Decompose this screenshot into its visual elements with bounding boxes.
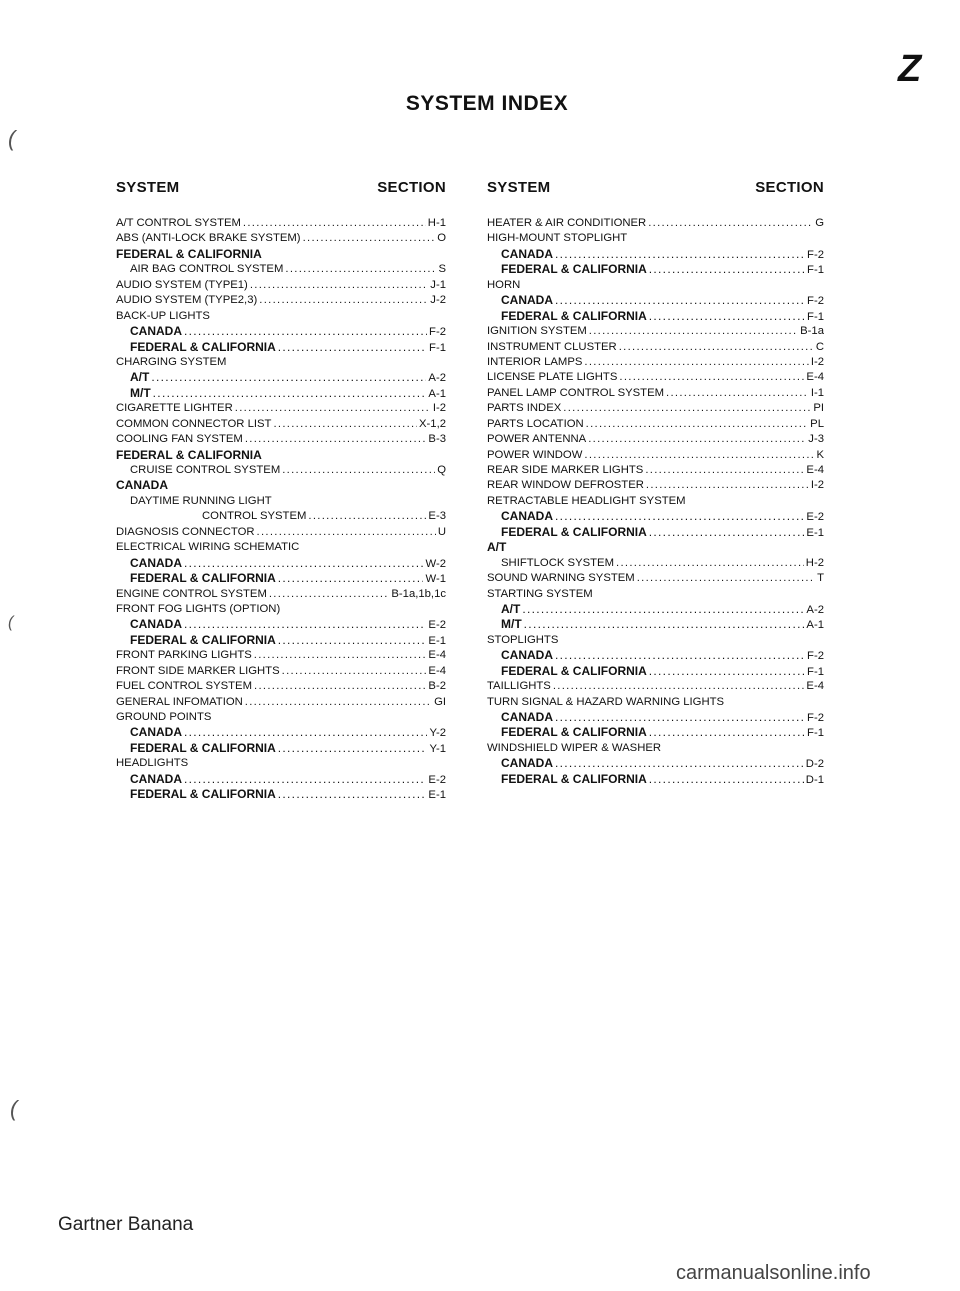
entry-section: B-1a — [800, 325, 824, 338]
leader-dots — [645, 463, 804, 478]
entry-label: FEDERAL & CALIFORNIA — [130, 632, 276, 647]
entry-section: F-2 — [807, 295, 824, 308]
leader-dots — [555, 509, 804, 524]
index-entry — [487, 324, 824, 339]
index-entry — [487, 556, 824, 571]
leader-dots — [649, 309, 805, 324]
entry-label: PARTS INDEX — [487, 402, 562, 415]
entry-label: CANADA — [501, 710, 553, 724]
leader-dots — [648, 216, 813, 231]
entry-section: PI — [813, 402, 824, 415]
entry-section: GI — [434, 695, 446, 708]
index-entry — [487, 432, 824, 447]
index-entry — [116, 231, 446, 246]
entry-section: I-2 — [432, 402, 446, 415]
section-letter: Z — [898, 48, 922, 90]
system-heading: SYSTEM — [487, 179, 551, 196]
index-entry — [487, 355, 824, 370]
index-list — [487, 216, 824, 787]
entry-label: BACK-UP LIGHTS — [116, 309, 210, 322]
leader-dots — [278, 633, 427, 648]
entry-section: B-2 — [428, 680, 446, 693]
entry-label: FEDERAL & CALIFORNIA — [501, 262, 647, 277]
index-entry — [487, 293, 824, 308]
entry-section: J-1 — [430, 278, 446, 291]
entry-section: E-4 — [806, 464, 824, 476]
index-entry — [116, 370, 446, 385]
leader-dots — [555, 247, 805, 262]
entry-section: F-1 — [807, 665, 824, 678]
index-entry — [487, 679, 824, 694]
entry-label: CHARGING SYSTEM — [116, 355, 227, 368]
leader-dots — [649, 725, 805, 740]
leader-dots — [257, 525, 436, 540]
entry-label: PANEL LAMP CONTROL SYSTEM — [487, 386, 665, 399]
leader-dots — [184, 617, 426, 632]
index-entry — [116, 509, 446, 524]
entry-label: CONTROL SYSTEM — [202, 510, 307, 523]
index-entry — [487, 278, 824, 293]
entry-section: U — [437, 525, 446, 538]
entry-section: W-1 — [425, 573, 446, 586]
entry-label: HIGH-MOUNT STOPLIGHT — [487, 232, 628, 245]
entry-section: F-2 — [429, 326, 446, 339]
index-entry — [487, 231, 824, 246]
index-entry — [487, 370, 824, 385]
entry-label: CANADA — [130, 324, 182, 339]
entry-label: CANADA — [130, 725, 182, 740]
index-entry — [487, 448, 824, 463]
index-entry — [116, 556, 446, 571]
leader-dots — [285, 262, 436, 277]
entry-section: Y-1 — [429, 742, 446, 755]
entry-section: E-3 — [428, 510, 446, 523]
index-entry — [116, 664, 446, 679]
index-entry — [487, 247, 824, 262]
index-entry — [487, 525, 824, 540]
index-entry — [487, 509, 824, 524]
entry-label: FEDERAL & CALIFORNIA — [501, 308, 647, 323]
index-entry — [116, 571, 446, 586]
entry-label: M/T — [501, 617, 522, 632]
page-title: SYSTEM INDEX — [405, 92, 569, 115]
index-entry — [487, 401, 824, 416]
leader-dots — [235, 401, 431, 416]
entry-label: FEDERAL & CALIFORNIA — [501, 725, 647, 740]
leader-dots — [243, 216, 426, 231]
entry-label: SHIFTLOCK SYSTEM — [501, 556, 614, 569]
index-entry — [487, 571, 824, 586]
entry-section: F-1 — [807, 310, 824, 323]
leader-dots — [555, 756, 804, 771]
footer-text: Gartner Banana — [58, 1214, 194, 1235]
entry-label: GENERAL INFOMATION — [116, 695, 243, 708]
entry-label: FEDERAL & CALIFORNIA — [130, 740, 276, 755]
entry-label: RETRACTABLE HEADLIGHT SYSTEM — [487, 494, 686, 507]
entry-label: REAR SIDE MARKER LIGHTS — [487, 464, 644, 476]
entry-section: E-1 — [428, 789, 446, 802]
leader-dots — [308, 509, 426, 524]
entry-label: M/T — [130, 385, 151, 400]
entry-label: DAYTIME RUNNING LIGHT — [130, 494, 272, 507]
index-entry — [487, 540, 824, 555]
leader-dots — [254, 679, 426, 694]
entry-section: G — [815, 217, 824, 229]
entry-section: T — [817, 572, 824, 585]
entry-label: CRUISE CONTROL SYSTEM — [130, 464, 281, 476]
index-entry — [116, 278, 446, 293]
leader-dots — [584, 355, 808, 370]
leader-dots — [282, 463, 435, 478]
index-entry — [116, 386, 446, 401]
entry-label: COMMON CONNECTOR LIST — [116, 417, 272, 430]
column-header — [487, 176, 824, 200]
leader-dots — [589, 324, 798, 339]
entry-label: CANADA — [501, 246, 553, 261]
entry-section: J-2 — [430, 294, 446, 307]
index-entry — [487, 340, 824, 355]
index-entry — [116, 772, 446, 787]
index-entry — [116, 587, 446, 602]
leader-dots — [553, 679, 805, 694]
index-entry — [116, 262, 446, 277]
entry-label: CANADA — [130, 617, 182, 632]
leader-dots — [555, 293, 805, 308]
entry-section: E-4 — [428, 664, 446, 677]
leader-dots — [637, 571, 815, 586]
entry-label: FUEL CONTROL SYSTEM — [116, 680, 252, 693]
index-entry — [487, 617, 824, 632]
leader-dots — [588, 432, 806, 447]
index-entry — [487, 725, 824, 740]
index-entry — [116, 355, 446, 370]
index-entry — [116, 787, 446, 802]
index-entry — [116, 478, 446, 493]
entry-section: A-1 — [428, 387, 446, 400]
entry-label: STARTING SYSTEM — [487, 587, 593, 600]
entry-section: B-3 — [428, 433, 446, 446]
entry-section: F-1 — [807, 264, 824, 277]
leader-dots — [303, 231, 436, 246]
index-entry — [116, 525, 446, 540]
entry-section: A-1 — [806, 619, 824, 632]
index-entry — [487, 386, 824, 401]
index-entry — [116, 710, 446, 725]
leader-dots — [524, 617, 805, 632]
index-entry — [116, 540, 446, 555]
entry-label: AUDIO SYSTEM (TYPE2,3) — [116, 294, 258, 307]
entry-label: FEDERAL & CALIFORNIA — [501, 771, 647, 786]
index-entry — [116, 247, 446, 262]
leader-dots — [649, 525, 805, 540]
index-entry — [116, 695, 446, 710]
leader-dots — [646, 478, 809, 493]
index-entry — [487, 602, 824, 617]
entry-label: FEDERAL & CALIFORNIA — [130, 787, 276, 802]
entry-label: TAILLIGHTS — [487, 680, 551, 693]
entry-section: X-1,2 — [418, 417, 446, 430]
entry-label: DIAGNOSIS CONNECTOR — [116, 525, 255, 538]
entry-label: AUDIO SYSTEM (TYPE1) — [116, 278, 248, 291]
entry-section: H-1 — [427, 217, 446, 229]
index-entry — [116, 463, 446, 478]
entry-section: F-1 — [429, 341, 446, 354]
entry-label: ENGINE CONTROL SYSTEM — [116, 587, 267, 600]
entry-label: IGNITION SYSTEM — [487, 325, 587, 338]
entry-label: PARTS LOCATION — [487, 417, 584, 430]
entry-label: SOUND WARNING SYSTEM — [487, 572, 635, 585]
entry-section: O — [437, 232, 446, 245]
leader-dots — [522, 602, 804, 617]
entry-label: FEDERAL & CALIFORNIA — [130, 571, 276, 586]
entry-label: POWER ANTENNA — [487, 433, 587, 446]
index-entry — [116, 633, 446, 648]
entry-label: TURN SIGNAL & HAZARD WARNING LIGHTS — [487, 695, 725, 708]
entry-section: I-1 — [810, 386, 824, 399]
entry-label: A/T — [130, 370, 150, 385]
entry-section: B-1a,1b,1c — [391, 587, 446, 600]
index-entry — [116, 216, 446, 231]
leader-dots — [184, 725, 427, 740]
entry-section: E-1 — [428, 634, 446, 647]
index-entry — [116, 741, 446, 756]
index-entry — [116, 756, 446, 771]
leader-dots — [269, 587, 390, 602]
index-entry — [487, 695, 824, 710]
entry-label: STOPLIGHTS — [487, 633, 559, 646]
index-entry — [116, 432, 446, 447]
leader-dots — [245, 695, 432, 710]
leader-dots — [278, 340, 427, 355]
index-entry — [116, 725, 446, 740]
index-entry — [116, 602, 446, 617]
index-entry — [487, 741, 824, 756]
index-entry — [116, 309, 446, 324]
leader-dots — [282, 664, 427, 679]
entry-section: E-4 — [428, 649, 446, 662]
entry-label: POWER WINDOW — [487, 448, 583, 461]
entry-label: A/T — [487, 540, 507, 555]
entry-label: CANADA — [130, 555, 182, 570]
index-entry — [116, 340, 446, 355]
entry-section: I-2 — [810, 355, 824, 368]
entry-label: HEADLIGHTS — [116, 757, 189, 770]
index-entry — [487, 772, 824, 787]
entry-label: COOLING FAN SYSTEM — [116, 433, 243, 446]
source-watermark: carmanualsonline.info — [676, 1262, 871, 1284]
entry-label: GROUND POINTS — [116, 711, 212, 723]
entry-label: LICENSE PLATE LIGHTS — [487, 371, 618, 384]
leader-dots — [254, 648, 427, 663]
entry-section: I-2 — [810, 479, 824, 492]
entry-section: D-1 — [805, 773, 824, 786]
leader-dots — [649, 262, 805, 277]
system-heading: SYSTEM — [116, 179, 180, 196]
entry-label: FRONT FOG LIGHTS (OPTION) — [116, 602, 281, 615]
entry-label: FEDERAL & CALIFORNIA — [116, 447, 262, 462]
entry-label: FEDERAL & CALIFORNIA — [130, 339, 276, 354]
leader-dots — [649, 664, 805, 679]
section-heading: SECTION — [755, 179, 824, 196]
leader-dots — [616, 556, 804, 571]
scan-mark: ( — [10, 1096, 18, 1121]
index-entry — [487, 648, 824, 663]
index-entry — [116, 617, 446, 632]
scan-mark: ( — [8, 126, 16, 151]
leader-dots — [184, 324, 427, 339]
entry-section: A-2 — [428, 372, 446, 385]
leader-dots — [649, 772, 804, 787]
leader-dots — [151, 370, 426, 385]
entry-label: FRONT SIDE MARKER LIGHTS — [116, 664, 280, 677]
leader-dots — [259, 293, 428, 308]
entry-label: AIR BAG CONTROL SYSTEM — [130, 263, 284, 276]
scan-mark: ( — [8, 614, 14, 631]
entry-section: E-2 — [428, 619, 446, 632]
leader-dots — [278, 741, 428, 756]
entry-section: A-2 — [806, 603, 824, 616]
entry-section: F-2 — [807, 712, 824, 724]
index-entry — [116, 293, 446, 308]
leader-dots — [619, 370, 804, 385]
leader-dots — [273, 417, 417, 432]
entry-section: F-1 — [807, 727, 824, 740]
index-entry — [116, 417, 446, 432]
entry-label: FEDERAL & CALIFORNIA — [501, 663, 647, 678]
index-entry — [116, 401, 446, 416]
entry-section: J-3 — [808, 433, 824, 446]
entry-label: FEDERAL & CALIFORNIA — [116, 246, 262, 261]
entry-section: PL — [810, 417, 824, 430]
entry-section: F-2 — [807, 248, 824, 261]
entry-label: CANADA — [501, 509, 553, 524]
leader-dots — [584, 448, 814, 463]
entry-section: E-2 — [428, 773, 446, 786]
entry-label: WINDSHIELD WIPER & WASHER — [487, 741, 662, 754]
entry-section: E-4 — [806, 680, 824, 693]
leader-dots — [555, 648, 805, 663]
entry-section: C — [815, 340, 824, 353]
entry-section: S — [438, 263, 446, 276]
index-entry — [487, 710, 824, 725]
index-entry — [487, 216, 824, 231]
entry-section: H-2 — [805, 556, 824, 569]
leader-dots — [666, 386, 809, 401]
leader-dots — [184, 556, 423, 571]
index-entry — [487, 478, 824, 493]
index-entry — [487, 494, 824, 509]
entry-section: E-1 — [806, 526, 824, 539]
index-entry — [487, 309, 824, 324]
leader-dots — [245, 432, 427, 447]
index-entry — [116, 494, 446, 509]
index-column-right — [487, 176, 824, 787]
index-entry — [116, 679, 446, 694]
section-heading: SECTION — [377, 179, 446, 196]
entry-label: A/T CONTROL SYSTEM — [116, 217, 241, 229]
entry-section: D-2 — [805, 758, 824, 771]
index-entry — [487, 463, 824, 478]
entry-label: REAR WINDOW DEFROSTER — [487, 479, 644, 492]
entry-section: W-2 — [425, 557, 446, 570]
entry-label: CANADA — [130, 771, 182, 786]
leader-dots — [586, 417, 809, 432]
entry-label: FEDERAL & CALIFORNIA — [501, 524, 647, 539]
index-entry — [487, 633, 824, 648]
entry-section: E-4 — [806, 371, 824, 384]
entry-label: FRONT PARKING LIGHTS — [116, 649, 252, 662]
leader-dots — [555, 710, 805, 725]
entry-section: E-2 — [806, 511, 824, 524]
leader-dots — [619, 340, 814, 355]
leader-dots — [184, 772, 426, 787]
entry-section: Q — [437, 464, 446, 476]
index-entry — [487, 262, 824, 277]
entry-section: Y-2 — [429, 727, 446, 740]
entry-label: HORN — [487, 278, 521, 291]
index-list — [116, 216, 446, 803]
leader-dots — [250, 278, 428, 293]
entry-label: A/T — [501, 601, 521, 616]
index-entry — [116, 648, 446, 663]
column-header — [116, 176, 446, 200]
index-entry — [487, 664, 824, 679]
entry-label: CANADA — [501, 756, 553, 771]
entry-label: CIGARETTE LIGHTER — [116, 402, 233, 415]
entry-section: K — [816, 448, 824, 461]
entry-label: INSTRUMENT CLUSTER — [487, 340, 617, 353]
entry-section: F-2 — [807, 650, 824, 663]
index-entry — [116, 448, 446, 463]
entry-label: CANADA — [116, 478, 168, 493]
index-entry — [487, 417, 824, 432]
leader-dots — [563, 401, 811, 416]
entry-label: INTERIOR LAMPS — [487, 355, 583, 368]
index-entry — [487, 587, 824, 602]
leader-dots — [278, 571, 424, 586]
entry-label: ELECTRICAL WIRING SCHEMATIC — [116, 541, 300, 554]
leader-dots — [278, 787, 427, 802]
index-entry — [487, 756, 824, 771]
entry-label: CANADA — [501, 293, 553, 308]
entry-label: HEATER & AIR CONDITIONER — [487, 217, 647, 229]
index-column-left — [116, 176, 446, 803]
index-entry — [116, 324, 446, 339]
entry-label: CANADA — [501, 648, 553, 663]
entry-label: ABS (ANTI-LOCK BRAKE SYSTEM) — [116, 232, 301, 245]
leader-dots — [153, 386, 427, 401]
